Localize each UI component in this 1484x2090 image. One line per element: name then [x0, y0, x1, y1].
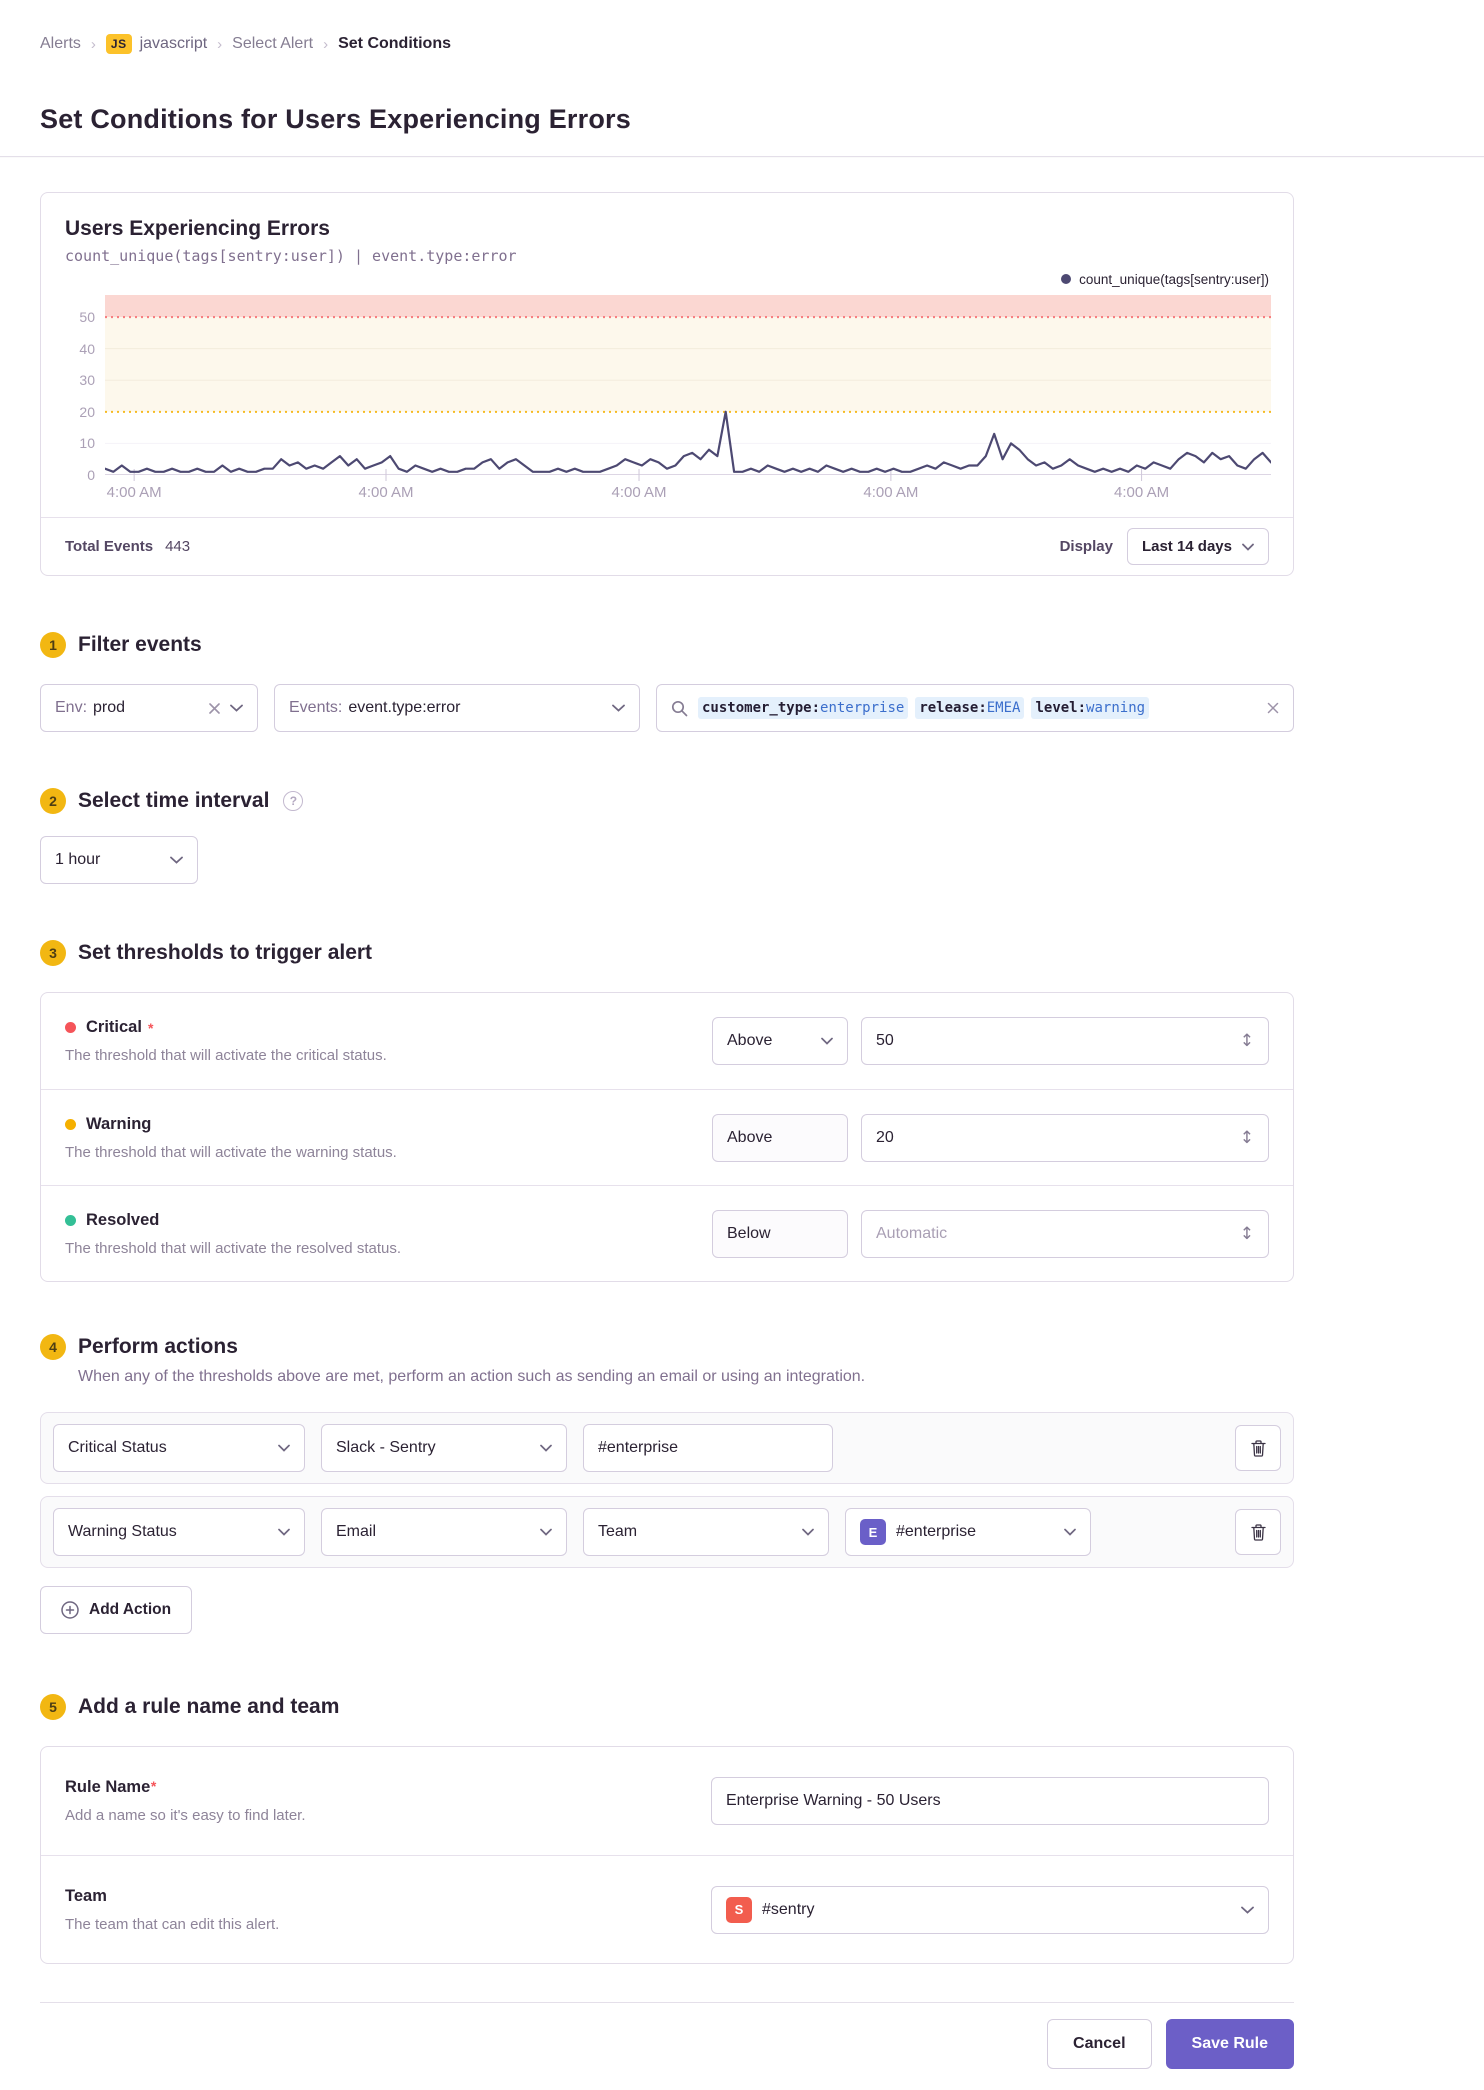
total-events-label: Total Events — [65, 538, 154, 555]
y-axis-tick: 20 — [79, 403, 95, 420]
resolved-description: The threshold that will activate the resolved status. — [65, 1239, 402, 1257]
threshold-row-warning: Warning The threshold that will activate the warning status. Above 20 ↕ — [41, 1089, 1293, 1185]
cancel-button[interactable]: Cancel — [1047, 2019, 1151, 2069]
warning-description: The threshold that will activate the warning status. — [65, 1143, 397, 1161]
breadcrumb-item-project[interactable] — [106, 34, 207, 54]
help-icon[interactable]: ? — [283, 791, 303, 811]
rule-name-row — [41, 1747, 1293, 1855]
step-3-badge: 3 — [40, 940, 66, 966]
event-types-select[interactable]: Events: event.type:error — [274, 684, 640, 732]
events-line-chart — [105, 295, 1271, 481]
stepper-icon[interactable]: ↕ — [1239, 1223, 1254, 1244]
team-help: The team that can edit this alert. — [65, 1915, 280, 1933]
step-5-badge: 5 — [40, 1694, 66, 1720]
resolved-condition-button[interactable]: Below — [712, 1210, 848, 1258]
chevron-down-icon — [1241, 1906, 1254, 1914]
add-action-button[interactable]: Add Action — [40, 1586, 192, 1634]
action-trigger-select[interactable]: Critical Status — [53, 1424, 305, 1472]
step-4-badge: 4 — [40, 1334, 66, 1360]
y-axis-tick: 30 — [79, 372, 95, 389]
x-axis-tick: 4:00 AM — [1114, 484, 1170, 501]
delete-action-button[interactable] — [1235, 1425, 1281, 1471]
chevron-down-icon — [1064, 1528, 1076, 1536]
step-1-title: Filter events — [78, 633, 202, 656]
chart-footer — [41, 517, 1293, 575]
chevron-right-icon: › — [323, 35, 329, 53]
chart-legend: count_unique(tags[sentry:user]) — [65, 267, 1269, 291]
action-row-warning — [40, 1496, 1294, 1568]
trash-icon — [1251, 1524, 1266, 1541]
x-axis-tick: 4:00 AM — [611, 484, 667, 501]
save-rule-button[interactable]: Save Rule — [1166, 2019, 1294, 2069]
action-type-select[interactable]: Email — [321, 1508, 567, 1556]
actions-description: When any of the thresholds above are met, perform an action such as sending an email or using an integration. — [78, 1368, 866, 1385]
step-2-title: Select time interval — [78, 789, 270, 812]
chart-title: Users Experiencing Errors — [65, 217, 330, 240]
x-axis-tick: 4:00 AM — [863, 484, 919, 501]
breadcrumb-item-select-alert[interactable]: Select Alert — [232, 35, 314, 52]
action-trigger-select[interactable]: Warning Status — [53, 1508, 305, 1556]
footer-divider — [40, 2002, 1294, 2003]
search-token[interactable]: level:warning — [1031, 697, 1149, 719]
trash-icon — [1251, 1440, 1266, 1457]
team-avatar: E — [860, 1519, 886, 1545]
step-5-title: Add a rule name and team — [78, 1695, 340, 1718]
time-interval-select[interactable]: 1 hour — [40, 836, 198, 884]
step-4-title: Perform actions — [78, 1335, 238, 1358]
step-2-badge: 2 — [40, 788, 66, 814]
chart-plot — [105, 295, 1271, 481]
header-divider — [0, 156, 1484, 157]
breadcrumb — [40, 0, 1294, 54]
warning-threshold-input[interactable]: 20 ↕ — [861, 1114, 1269, 1162]
team-avatar: S — [726, 1897, 752, 1923]
required-asterisk: * — [150, 1778, 157, 1794]
breadcrumb-project-label: javascript — [139, 35, 208, 52]
critical-status-dot — [65, 1022, 76, 1033]
team-select[interactable]: S #sentry — [711, 1886, 1269, 1934]
page-title: Set Conditions for Users Experiencing Errors — [40, 104, 631, 134]
y-axis-tick: 40 — [79, 340, 95, 357]
target-type-select[interactable]: Team — [583, 1508, 829, 1556]
team-label: Team — [65, 1886, 107, 1905]
breadcrumb-item-current: Set Conditions — [338, 35, 451, 52]
critical-threshold-input[interactable]: 50 ↕ — [861, 1017, 1269, 1065]
chevron-down-icon — [802, 1528, 814, 1536]
team-row — [41, 1855, 1293, 1963]
rule-name-help: Add a name so it's easy to find later. — [65, 1807, 306, 1824]
action-row-critical — [40, 1412, 1294, 1484]
rule-card — [40, 1746, 1294, 1964]
slack-channel-input[interactable] — [583, 1424, 833, 1472]
y-axis — [65, 295, 105, 481]
rule-name-label: Rule Name * — [65, 1778, 157, 1796]
chart-card — [40, 192, 1294, 576]
warning-status-dot — [65, 1119, 76, 1130]
project-platform-badge: JS — [106, 34, 132, 54]
stepper-icon[interactable]: ↕ — [1239, 1031, 1254, 1051]
plus-circle-icon — [61, 1601, 79, 1619]
legend-dot — [1061, 274, 1071, 284]
display-label: Display — [1059, 538, 1113, 555]
search-token[interactable]: customer_type:enterprise — [698, 697, 908, 719]
team-target-select[interactable]: E #enterprise — [845, 1508, 1091, 1556]
chevron-down-icon — [540, 1444, 552, 1452]
chart-query: count_unique(tags[sentry:user]) | event.type:error — [65, 247, 517, 265]
search-token[interactable]: release:EMEA — [915, 697, 1024, 719]
display-range-select[interactable]: Last 14 days — [1127, 528, 1269, 565]
y-axis-tick: 50 — [79, 309, 95, 326]
threshold-row-critical: Critical * The threshold that will activate the critical status. Above 50 ↕ — [41, 993, 1293, 1089]
total-events-value: 443 — [165, 538, 191, 555]
threshold-row-resolved: Resolved The threshold that will activate the resolved status. Below Automatic ↕ — [41, 1185, 1293, 1281]
chevron-right-icon: › — [90, 35, 96, 53]
x-axis — [105, 481, 1271, 507]
critical-description: The threshold that will activate the critical status. — [65, 1047, 387, 1064]
chevron-right-icon: › — [217, 35, 223, 53]
x-axis-tick: 4:00 AM — [106, 484, 162, 501]
x-axis-tick: 4:00 AM — [358, 484, 414, 501]
search-filter-input[interactable] — [656, 684, 1294, 732]
chevron-down-icon — [1242, 543, 1254, 551]
warning-condition-button[interactable]: Above — [712, 1114, 848, 1162]
chevron-down-icon — [278, 1444, 290, 1452]
chevron-down-icon — [540, 1528, 552, 1536]
y-axis-tick: 0 — [87, 467, 95, 483]
chevron-down-icon — [278, 1528, 290, 1536]
required-asterisk: * — [147, 1019, 154, 1036]
action-type-select[interactable]: Slack - Sentry — [321, 1424, 567, 1472]
resolved-threshold-input[interactable]: Automatic ↕ — [861, 1210, 1269, 1258]
clear-environment-icon[interactable] — [209, 703, 220, 714]
step-1-badge: 1 — [40, 632, 66, 658]
thresholds-card — [40, 992, 1294, 1282]
breadcrumb-item-alerts[interactable]: Alerts — [40, 35, 81, 52]
environment-select[interactable]: Env: prod — [40, 684, 258, 732]
chevron-down-icon — [230, 704, 243, 712]
clear-search-icon[interactable] — [1267, 702, 1279, 714]
chevron-down-icon — [821, 1037, 833, 1045]
critical-condition-select[interactable]: Above — [712, 1017, 848, 1065]
y-axis-tick: 10 — [79, 435, 95, 452]
stepper-icon[interactable]: ↕ — [1239, 1127, 1254, 1148]
chevron-down-icon — [170, 856, 183, 864]
chevron-down-icon — [612, 704, 625, 712]
delete-action-button[interactable] — [1235, 1509, 1281, 1555]
step-3-title: Set thresholds to trigger alert — [78, 941, 373, 964]
search-icon — [671, 700, 688, 717]
rule-name-input[interactable] — [711, 1777, 1269, 1825]
resolved-status-dot — [65, 1215, 76, 1226]
